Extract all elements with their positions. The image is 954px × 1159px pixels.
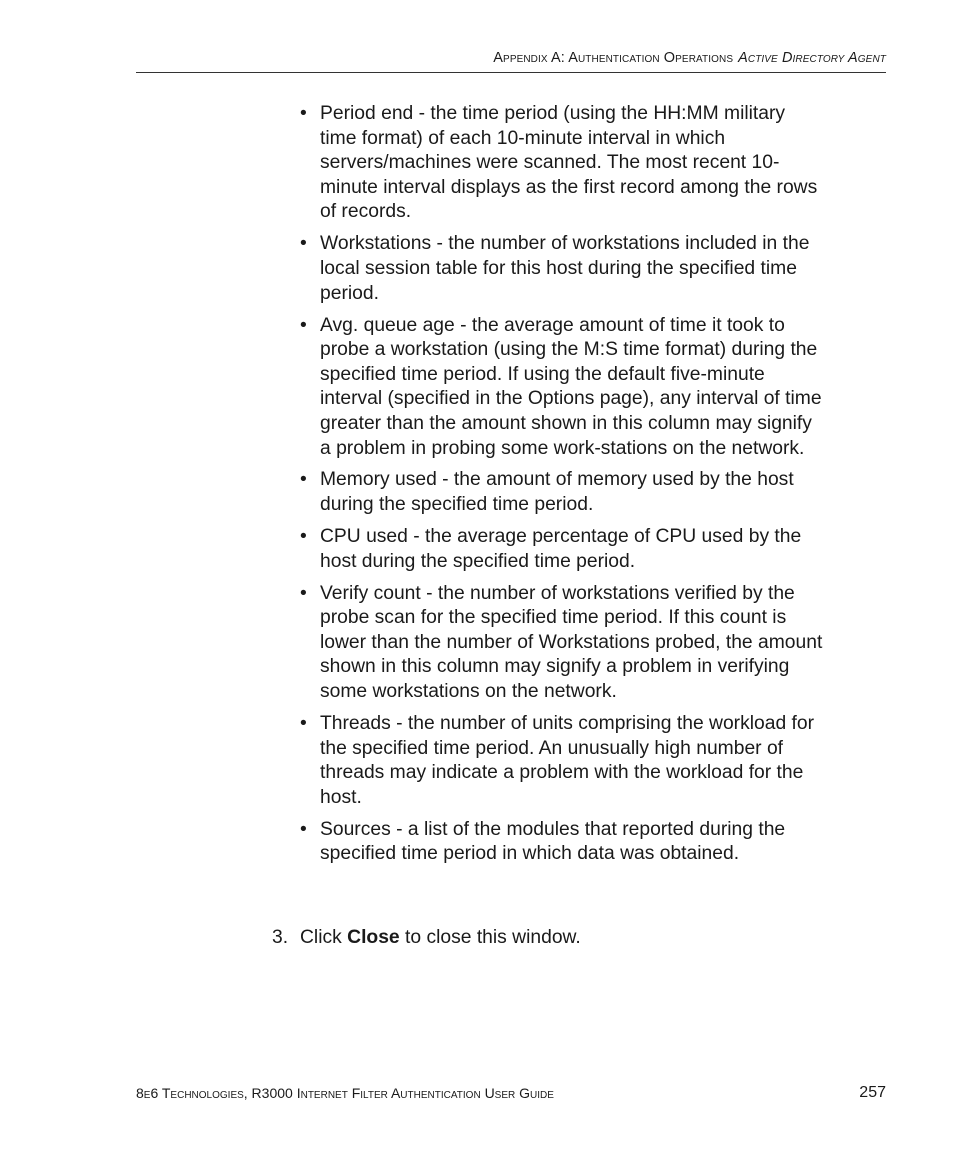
bullet-icon: • xyxy=(300,233,307,255)
list-item xyxy=(300,525,825,574)
step-prefix: Click xyxy=(300,927,342,948)
page-header xyxy=(136,48,886,73)
bullet-list xyxy=(300,102,825,867)
running-header xyxy=(493,50,886,66)
page-content xyxy=(300,102,825,874)
list-item xyxy=(300,582,825,705)
list-item xyxy=(300,468,825,517)
bullet-text: Threads - the number of units comprising the workload for the specified time period. An unusually high number of threads may indicate a problem with the workload for the host. xyxy=(320,713,815,808)
bullet-icon: • xyxy=(300,469,307,491)
list-item xyxy=(300,102,825,225)
step-bold-label: Close xyxy=(347,927,400,948)
page-number: 257 xyxy=(859,1084,886,1101)
bullet-text: Avg. queue age - the average amount of time it took to probe a workstation (using the M:S time format) during the specified time period. If using the default five-minute interval (specified in the Options page), any interval of time greater than the amount shown in this column may signify a problem in probing some work-stations on the network. xyxy=(320,314,822,459)
bullet-icon: • xyxy=(300,526,307,548)
bullet-text: Memory used - the amount of memory used by the host during the specified time period. xyxy=(320,469,794,516)
step-number: 3. xyxy=(272,927,289,948)
bullet-text: Sources - a list of the modules that reported during the specified time period in which data was obtained. xyxy=(320,818,786,865)
page-footer xyxy=(136,1085,886,1105)
footer-title: 8e6 Technologies, R3000 Internet Filter Authentication User Guide xyxy=(136,1085,554,1101)
bullet-text: Verify count - the number of workstations verified by the probe scan for the specified time period. If this count is lower than the number of Workstations probed, the amount shown in this column may signify a problem in verifying some workstations on the network. xyxy=(320,582,823,703)
bullet-text: Workstations - the number of workstations included in the local session table for this host during the specified time period. xyxy=(320,233,810,304)
bullet-icon: • xyxy=(300,713,307,734)
step-3 xyxy=(272,926,581,951)
step-suffix: to close this window. xyxy=(405,927,581,948)
bullet-icon: • xyxy=(300,582,307,604)
bullet-text: CPU used - the average percentage of CPU used by the host during the specified time period. xyxy=(320,526,802,572)
bullet-icon: • xyxy=(300,103,307,124)
bullet-icon: • xyxy=(300,314,307,336)
list-item xyxy=(300,712,825,810)
header-section: Active Directory Agent xyxy=(738,50,886,66)
list-item xyxy=(300,818,825,867)
list-item xyxy=(300,314,825,462)
bullet-text: Period end - the time period (using the HH:MM military time format) of each 10-minute interval in which servers/machines were scanned. The most recent 10-minute interval displays as the first record among the rows of records. xyxy=(320,103,818,223)
header-chapter: Appendix A: Authentication Operations xyxy=(493,50,734,66)
bullet-icon: • xyxy=(300,818,307,840)
list-item xyxy=(300,232,825,306)
